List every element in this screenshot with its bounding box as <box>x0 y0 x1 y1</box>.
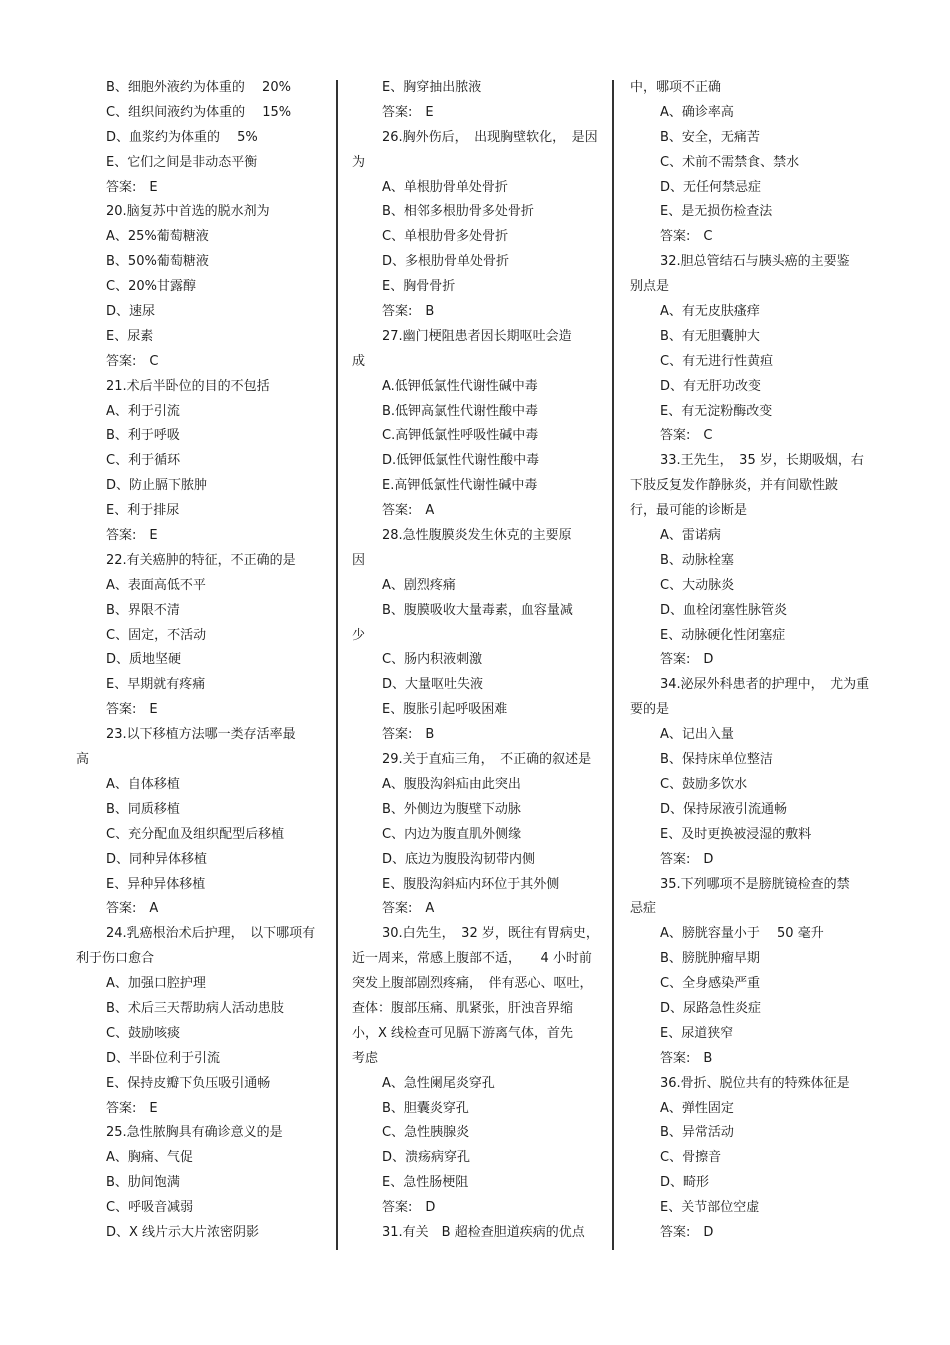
text-line: E、尿道狭窄 <box>660 1025 734 1041</box>
text-line: C、呼吸音减弱 <box>106 1200 194 1216</box>
text-line: 20.脑复苏中首选的脱水剂为 <box>106 204 270 220</box>
text-line: A、有无皮肤瘙痒 <box>660 304 760 320</box>
text-line: 26.胸外伤后， 出现胸壁软化， 是因 <box>382 129 598 145</box>
text-line: 答案: B <box>660 1050 713 1066</box>
text-line: B.低钾高氯性代谢性酸中毒 <box>382 403 539 419</box>
text-column-3 <box>630 76 880 1246</box>
text-line: A、雷诺病 <box>660 528 721 544</box>
column-divider <box>336 80 338 1250</box>
text-line: 36.骨折、脱位共有的特殊体征是 <box>660 1075 850 1091</box>
text-line: D、底边为腹股沟韧带内侧 <box>382 851 536 867</box>
text-column-2 <box>352 76 602 1246</box>
text-line: 为 <box>352 154 366 170</box>
text-line: 要的是 <box>630 702 670 718</box>
text-line: 29.关于直疝三角， 不正确的叙述是 <box>382 752 592 768</box>
text-line: D、保持尿液引流通畅 <box>660 801 788 817</box>
text-line: D.低钾低氯性代谢性酸中毒 <box>382 453 540 469</box>
text-line: 忌症 <box>630 901 657 917</box>
text-line: 答案: D <box>660 851 714 867</box>
text-line: A.低钾低氯性代谢性碱中毒 <box>382 378 538 394</box>
text-line: 下肢反复发作静脉炎，并有间歇性跛 <box>630 478 839 494</box>
text-line: D、有无肝功改变 <box>660 378 762 394</box>
text-line: D、大量呕吐失液 <box>382 677 484 693</box>
text-line: 答案: D <box>660 652 714 668</box>
text-line: E、利于排尿 <box>106 503 180 519</box>
text-line: B、肋间饱满 <box>106 1175 180 1191</box>
text-line: A、胸痛、气促 <box>106 1150 193 1166</box>
text-line: 中，哪项不正确 <box>630 80 722 95</box>
text-line: 答案: E <box>382 104 434 120</box>
text-line: D、X 线片示大片浓密阴影 <box>106 1224 260 1240</box>
text-line: E、关节部位空虚 <box>660 1200 760 1216</box>
text-line: 33.王先生， 35 岁，长期吸烟，右 <box>660 453 864 469</box>
text-line: E、保持皮瓣下负压吸引通畅 <box>106 1075 271 1091</box>
text-line: D、防止膈下脓肿 <box>106 478 208 494</box>
text-line: 28.急性腹膜炎发生休克的主要原 <box>382 528 572 544</box>
text-line: 因 <box>352 552 366 568</box>
text-line: 30.白先生， 32 岁，既往有胃病史， <box>382 926 599 942</box>
text-line: E、及时更换被浸湿的敷料 <box>660 826 812 842</box>
text-line: 查体：腹部压痛、肌紧张，肝浊音界缩 <box>352 1000 574 1016</box>
text-line: 别点是 <box>630 279 670 295</box>
text-line: 25.急性脓胸具有确诊意义的是 <box>106 1125 283 1141</box>
text-line: C、组织间液约为体重的 15% <box>106 104 292 120</box>
text-line: C、内边为腹直肌外侧缘 <box>382 826 522 842</box>
text-line: 答案: D <box>660 1224 714 1240</box>
text-line: B、细胞外液约为体重的 20% <box>106 80 291 95</box>
text-line: 24.乳癌根治术后护理， 以下哪项有 <box>106 926 316 942</box>
text-line: A、确诊率高 <box>660 104 734 120</box>
text-line: E、它们之间是非动态平衡 <box>106 154 258 170</box>
text-line: 小，X 线检查可见膈下游离气体，首先 <box>352 1025 574 1041</box>
text-line: A、腹股沟斜疝由此突出 <box>382 776 521 792</box>
text-line: E、胸骨骨折 <box>382 279 456 295</box>
text-line: A、急性阑尾炎穿孔 <box>382 1075 495 1091</box>
text-line: D、同种异体移植 <box>106 851 208 867</box>
text-line: A、加强口腔护理 <box>106 976 206 992</box>
text-line: 答案: C <box>106 353 159 369</box>
text-line: B、保持床单位整洁 <box>660 752 773 768</box>
text-line: E、急性肠梗阻 <box>382 1175 469 1191</box>
text-line: C、大动脉炎 <box>660 577 735 593</box>
text-line: C、术前不需禁食、禁水 <box>660 154 800 170</box>
text-line: 34.泌尿外科患者的护理中， 尤为重 <box>660 677 870 693</box>
text-line: 答案: B <box>382 727 435 743</box>
text-line: B、腹膜吸收大量毒素，血容量减 <box>382 602 573 618</box>
text-line: 高 <box>76 752 90 768</box>
text-line: D、半卧位利于引流 <box>106 1050 221 1066</box>
text-line: 答案: A <box>106 901 159 917</box>
text-line: E、有无淀粉酶改变 <box>660 403 773 419</box>
text-line: A、表面高低不平 <box>106 577 206 593</box>
text-line: 成 <box>352 353 366 369</box>
text-line: B、异常活动 <box>660 1125 734 1141</box>
text-line: 答案: E <box>106 179 158 195</box>
text-line: C、肠内积液刺激 <box>382 652 483 668</box>
text-line: 答案: C <box>660 428 713 444</box>
text-line: 答案: A <box>382 503 435 519</box>
text-line: 近一周来，常感上腹部不适， 4 小时前 <box>352 951 592 967</box>
text-line: 答案: C <box>660 229 713 245</box>
text-line: C、急性胰腺炎 <box>382 1125 470 1141</box>
text-line: B、50%葡萄糖液 <box>106 254 209 270</box>
text-line: B、相邻多根肋骨多处骨折 <box>382 204 534 220</box>
text-column-1 <box>76 76 332 1246</box>
text-line: E.高钾低氯性代谢性碱中毒 <box>382 478 538 494</box>
text-line: A、剧烈疼痛 <box>382 577 456 593</box>
text-line: C.高钾低氯性呼吸性碱中毒 <box>382 428 539 444</box>
text-line: 答案: E <box>106 1100 158 1116</box>
text-line: B、胆囊炎穿孔 <box>382 1100 469 1116</box>
text-line: 23.以下移植方法哪一类存活率最 <box>106 727 296 743</box>
text-line: 少 <box>352 627 366 643</box>
text-line: 答案: A <box>382 901 435 917</box>
text-line: A、记出入量 <box>660 727 734 743</box>
text-line: D、多根肋骨单处骨折 <box>382 254 510 270</box>
text-line: C、鼓励多饮水 <box>660 776 748 792</box>
text-line: 答案: E <box>106 702 158 718</box>
text-line: A、弹性固定 <box>660 1100 734 1116</box>
text-line: D、畸形 <box>660 1175 710 1191</box>
text-line: C、固定，不活动 <box>106 627 207 643</box>
text-line: 32.胆总管结石与胰头癌的主要鉴 <box>660 254 850 270</box>
text-line: 35.下列哪项不是膀胱镜检查的禁 <box>660 876 850 892</box>
text-line: 行，最可能的诊断是 <box>630 503 748 519</box>
text-line: D、无任何禁忌症 <box>660 179 762 195</box>
column-divider <box>612 80 614 1250</box>
text-line: 21.术后半卧位的目的不包括 <box>106 378 270 394</box>
text-line: E、胸穿抽出脓液 <box>382 80 482 95</box>
text-line: 27.幽门梗阻患者因长期呕吐会造 <box>382 328 572 344</box>
text-line: D、溃疡病穿孔 <box>382 1150 471 1166</box>
text-line: A、利于引流 <box>106 403 180 419</box>
text-line: A、单根肋骨单处骨折 <box>382 179 508 195</box>
text-line: C、鼓励咳痰 <box>106 1025 181 1041</box>
text-line: B、术后三天帮助病人活动患肢 <box>106 1000 284 1016</box>
text-line: D、血浆约为体重的 5% <box>106 129 258 145</box>
text-line: B、界限不清 <box>106 602 180 618</box>
text-line: 突发上腹部剧烈疼痛， 伴有恶心、呕吐， <box>352 976 593 992</box>
text-line: C、全身感染严重 <box>660 976 761 992</box>
text-line: A、膀胱容量小于 50 毫升 <box>660 926 824 942</box>
text-line: A、自体移植 <box>106 776 180 792</box>
text-line: C、利于循环 <box>106 453 181 469</box>
text-line: C、单根肋骨多处骨折 <box>382 229 509 245</box>
text-line: 22.有关癌肿的特征，不正确的是 <box>106 552 296 568</box>
text-line: B、利于呼吸 <box>106 428 180 444</box>
text-line: D、速尿 <box>106 304 156 320</box>
text-line: B、膀胱肿瘤早期 <box>660 951 760 967</box>
text-line: D、尿路急性炎症 <box>660 1000 762 1016</box>
text-line: A、25%葡萄糖液 <box>106 229 209 245</box>
text-line: E、动脉硬化性闭塞症 <box>660 627 786 643</box>
text-line: B、安全，无痛苦 <box>660 129 760 145</box>
text-line: B、外侧边为腹壁下动脉 <box>382 801 521 817</box>
text-line: E、尿素 <box>106 328 154 344</box>
text-line: 31.有关 B 超检查胆道疾病的优点 <box>382 1224 585 1240</box>
text-line: B、有无胆囊肿大 <box>660 328 760 344</box>
text-line: C、骨擦音 <box>660 1150 722 1166</box>
text-line: C、有无进行性黄疸 <box>660 353 774 369</box>
text-line: E、腹胀引起呼吸困难 <box>382 702 508 718</box>
text-line: 答案: E <box>106 528 158 544</box>
text-line: 利于伤口愈合 <box>76 951 155 967</box>
text-line: E、是无损伤检查法 <box>660 204 773 220</box>
text-line: 答案: D <box>382 1200 436 1216</box>
text-line: E、腹股沟斜疝内环位于其外侧 <box>382 876 560 892</box>
text-line: E、异种异体移植 <box>106 876 206 892</box>
text-line: C、20%甘露醇 <box>106 279 196 295</box>
text-line: E、早期就有疼痛 <box>106 677 206 693</box>
text-line: B、同质移植 <box>106 801 180 817</box>
text-line: D、血栓闭塞性脉管炎 <box>660 602 788 618</box>
text-line: D、质地坚硬 <box>106 652 182 668</box>
text-line: 考虑 <box>352 1050 379 1066</box>
text-line: 答案: B <box>382 304 435 320</box>
text-line: C、充分配血及组织配型后移植 <box>106 826 285 842</box>
text-line: B、动脉栓塞 <box>660 552 734 568</box>
